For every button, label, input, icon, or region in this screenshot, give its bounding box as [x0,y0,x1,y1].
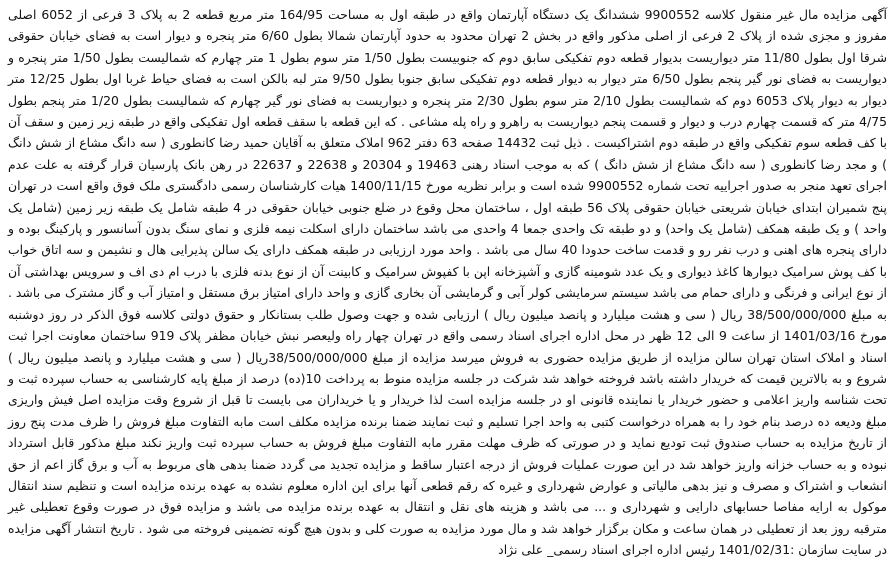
auction-notice-text: آگهی مزایده مال غیر منقول کلاسه 9900552 ششدانگ یک دستگاه آپارتمان واقع در طبقه اول به مساحت 164/95 متر مربع قطعه 2 به پلاک 3 فرعی از 6052 اصلی مفروز و مجزی شده از پلاک 2 فرعی از اصلی مذکور واقع در بخش 2 تهران محدود به حدود آپارتمان شمالا بطول 6/60 متر پنجره و دیوار است به فضای خیابان حقوقی شرقا اول بطول 11/80 متر دیواریست بدیوار قطعه دوم تفکیکی سابق دوم که جنوبیست بطول 1/50 متر سوم بطول 1 متر چهارم که شمالیست بطول 1/50 متر پنجره و دیواریست به فضای نور گیر پنجم بطول 6/50 متر دیوار به دیوار قطعه دوم تفکیکی سابق جنوبا بطول 9/50 متر لبه بالکن است به فضای حیاط غربا اول بطول 12/25 متر دیوار به دیوار پلاک 6053 دوم که شمالیست بطول 2/10 متر سوم بطول 2/30 متر پنجره و دیواریست به فضای نور گیر چهارم که شمالیست بطول 1/20 متر پنجم بطول 4/75 متر که قسمت چهارم درب و دیوار و قسمت پنجم دیواریست به راهرو و راه پله مشاعی . که این قطعه با سقف قطعه اول تفکیکی واقع در طبقه زیر زمین و سقف آن با کف قطعه سوم تفکیکی واقع در طبقه دوم اشتراکیست . ذیل ثبت 14432 صفحه 63 دفتر 962 املاک متعلق به آقایان حمید رضا کانطوری ( سه دانگ مشاع از شش دانگ ) و مجد رضا کانطوری ( سه دانگ مشاع از شش دانگ ) که به موجب اسناد رهنی 19463 و 20304 و 22638 و 22637 در رهن بانک پارسیان قرار گرفته به علت عدم اجرای تعهد منجر به صدور اجراییه تحت شماره 9900552 شده است و برابر نظریه مورخ 1400/11/15 هیات کارشناسان رسمی دادگستری ملک فوق واقع است در تهران پنج شمیران ابتدای خیابان شریعتی خیابان حقوقی پلاک 56 طبقه اول ، ساختمان محل وقوع در ضلع جنوبی خیابان حقوقی در 4 طبقه شامل یک طبقه زیر زمین (شامل یک واحد ) و یک طبقه همکف (شامل یک واحد) و دو طبقه تک واحدی جمعا 4 واحدی می باشد ساختمان دارای اسکلت نیمه فلزی و نمای سنگ بدون آسانسور و پارکینگ بوده و دارای پنجره های اهنی و درب نفر رو و قدمت ساخت حدودا 40 سال می باشد . واحد مورد ارزیابی در طبقه همکف دارای یک سالن پذیرایی هال و نشیمن و سه اتاق خواب با کف پوش سرامیک دیوارها کاغذ دیواری و یک عدد شومینه گازی و آشپزخانه اپن با کفپوش سرامیک و کابینت آن از نوع بدنه فلزی با درب ام دی اف و سرویس بهداشتی آن از نوع ایرانی و فرنگی و دارای حمام می باشد سیستم سرمایشی کولر آبی و گرمایشی آن بخاری گازی و واحد دارای امتیاز برق مستقل و امتیاز آب و گاز مشترک می باشد . به مبلغ 38/500/000/000 ریال ( سی و هشت میلیارد و پانصد میلیون ریال ) ارزیابی شده و جهت وصول طلب بستانکار و حقوق دولتی کلاسه فوق الذکر در روز دوشنبه مورخ 1401/03/16 از ساعت 9 الی 12 ظهر در محل اداره اجرای اسناد رسمی واقع در تهران چهار راه ولیعصر نبش خیابان مظفر پلاک 919 ساختمان معاونت اجرا ثبت اسناد و املاک استان تهران سالن مزایده از طریق مزایده حضوری به فروش میرسد مزایده از مبلغ 38/500/000/000ریال ( سی و هشت میلیارد و پانصد میلیون ریال ) شروع و به بالاترین قیمت که خریدار داشته باشد فروخته خواهد شد شرکت در جلسه مزایده منوط به پرداخت 10(ده) درصد از مبلغ پایه کارشناسی به حساب سپرده ثبت و تحت شناسه واریز اعلامی و حضور خریدار یا نماینده قانونی او در جلسه مزایده است لذا خریدار و یا خریداران می بایست تا قبل از شروع وقت مزایده اصل فیش واریزی مبلغ ودیعه ده درصد بنام خود را به همراه درخواست کتبی به واحد اجرا تسلیم و ثبت نمایند ضمنا برنده مزایده مکلف است مابه التفاوت مبلغ فروش را ظرف مدت پنج روز از تاریخ مزایده به حساب صندوق ثبت تودیع نماید و در صورتی که ظرف مهلت مقرر مابه التفاوت مبلغ فروش به حساب سپرده ثبت واریز نکند مبلغ مذکور قابل استرداد نبوده و به حساب خزانه واریز خواهد شد در این صورت عملیات فروش از درجه اعتبار ساقط و مزایده تجدید می گردد ضمنا بدهی های مربوط به آب و برق گاز اعم از حق انشعاب و اشتراک و مصرف و نیز بدهی مالیاتی و عوارض شهرداری و غیره که رقم قطعی آنها برای این اداره معلوم نشده به عهده برنده مزایده است و تنظیم سند انتقال موکول به ارایه مفاصا حسابهای دارایی و شهرداری و ... می باشد و هزینه های نقل و انتقال به عهده برنده مزایده می باشد و مزایده فوق در صورت وقوع تعطیلی غیر مترقبه روز بعد از تعطیلی در همان ساعت و مکان برگزار خواهد شد و مال مورد مزایده به صورت کلی و بدون هیچ گونه تضمینی فروخته می شود . تاریخ انتشار آگهی مزایده در سایت سازمان :1401/02/31 رئیس اداره اجرای اسناد رسمی_ علی نژاد [8,7,888,558]
